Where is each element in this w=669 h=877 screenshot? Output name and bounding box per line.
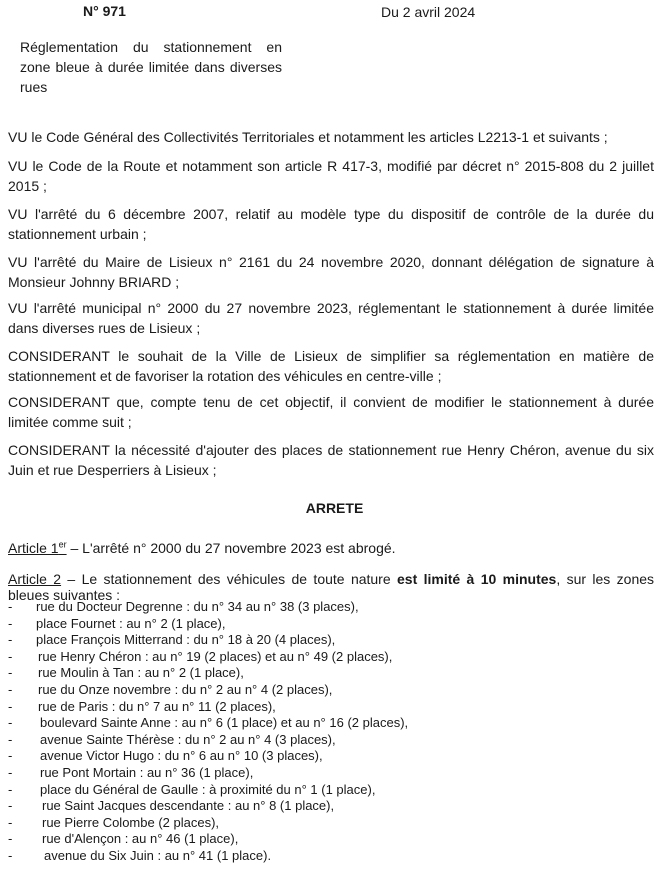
street-entry: rue du Onze novembre : du n° 2 au n° 4 (2 places), [38, 681, 333, 697]
article-1-label: Article 1er [8, 539, 67, 556]
list-item [8, 649, 408, 666]
street-entry: avenue Sainte Thérèse : du n° 2 au n° 4 (3 places), [40, 731, 336, 747]
list-dash: - [8, 599, 13, 614]
list-item [8, 599, 408, 616]
list-dash: - [8, 781, 13, 797]
list-item [8, 682, 408, 699]
street-entry: place François Mitterrand : du n° 18 à 20 (4 places), [36, 632, 336, 648]
list-item [8, 715, 408, 732]
list-item [8, 632, 408, 649]
street-entry: avenue Victor Hugo : du n° 6 au n° 10 (3 places), [40, 748, 323, 764]
considerant-paragraph: CONSIDERANT que, compte tenu de cet objectif, il convient de modifier le stationnement à durée limitée comme suit ; [8, 394, 654, 430]
considerant-paragraph: CONSIDERANT le souhait de la Ville de Lisieux de simplifier sa réglementation en matière de stationnement et de favoriser la rotation des véhicules en centre-ville ; [8, 348, 654, 384]
list-item [8, 765, 408, 782]
list-dash: - [8, 615, 13, 631]
street-entry: place du Général de Gaulle : à proximité du n° 1 (1 place), [40, 781, 376, 797]
duration-limit: est limité à 10 minutes [397, 571, 557, 587]
list-item [8, 798, 408, 815]
visa-paragraph: VU le Code Général des Collectivités Territoriales et notamment les articles L2213-1 et suivants ; [8, 129, 608, 145]
list-item [8, 732, 408, 749]
street-entry: rue Saint Jacques descendante : au n° 8 (1 place), [42, 798, 335, 814]
street-entry: rue Henry Chéron : au n° 19 (2 places) et au n° 49 (2 places), [38, 648, 393, 664]
decree-number: N° 971 [83, 3, 126, 19]
list-dash: - [8, 715, 13, 731]
list-dash: - [8, 748, 13, 764]
street-entry: rue d'Alençon : au n° 46 (1 place), [42, 831, 239, 847]
decree-subject: Réglementation du stationnement en zone bleue à durée limitée dans diverses rues [20, 39, 282, 95]
street-entry: avenue du Six Juin : au n° 41 (1 place). [44, 847, 272, 863]
list-item [8, 665, 408, 682]
street-entry: rue Pont Mortain : au n° 36 (1 place), [40, 764, 254, 780]
street-list [8, 599, 408, 865]
list-item [8, 782, 408, 799]
list-dash: - [8, 632, 13, 648]
street-entry: place Fournet : au n° 2 (1 place), [36, 615, 226, 631]
list-item [8, 815, 408, 832]
visa-paragraph: VU l'arrêté du Maire de Lisieux n° 2161 du 24 novembre 2020, donnant délégation de signature à Monsieur Johnny BRIARD ; [8, 254, 654, 290]
list-item [8, 699, 408, 716]
list-dash: - [8, 681, 13, 697]
decree-date: Du 2 avril 2024 [381, 4, 476, 20]
list-dash: - [8, 665, 13, 681]
considerant-paragraph: CONSIDERANT la nécessité d'ajouter des places de stationnement rue Henry Chéron, avenue du six Juin et rue Desperriers à Lisieux ; [8, 442, 654, 478]
article-1-text: – L'arrêté n° 2000 du 27 novembre 2023 est abrogé. [66, 540, 396, 556]
list-dash: - [8, 814, 13, 830]
article-2: Article 2 – Le stationnement des véhicules de toute nature est limité à 10 minutes, sur les zones bleues suivantes : [8, 571, 655, 603]
list-dash: - [8, 831, 13, 847]
visa-paragraph: VU le Code de la Route et notamment son article R 417-3, modifié par décret n° 2015-808 du 2 juillet 2015 ; [8, 158, 654, 194]
street-entry: rue du Docteur Degrenne : du n° 34 au n° 38 (3 places), [36, 599, 359, 614]
list-item [8, 616, 408, 633]
list-item [8, 831, 408, 848]
article-1 [8, 538, 654, 558]
list-dash: - [8, 731, 13, 747]
street-entry: rue Pierre Colombe (2 places), [42, 814, 220, 830]
list-dash: - [8, 648, 13, 664]
street-entry: rue Moulin à Tan : au n° 2 (1 place), [38, 665, 244, 681]
list-dash: - [8, 847, 13, 863]
arrete-heading: ARRETE [305, 500, 364, 516]
article-2-label: Article 2 [8, 571, 62, 587]
visa-paragraph: VU l'arrêté municipal n° 2000 du 27 novembre 2023, réglementant le stationnement à durée limitée dans diverses rues de Lisieux ; [8, 300, 654, 336]
list-item [8, 848, 408, 865]
list-dash: - [8, 698, 13, 714]
list-item [8, 748, 408, 765]
visa-paragraph: VU l'arrêté du 6 décembre 2007, relatif au modèle type du dispositif de contrôle de la durée du stationnement urbain ; [8, 206, 654, 242]
list-dash: - [8, 764, 13, 780]
street-entry: boulevard Sainte Anne : au n° 6 (1 place) et au n° 16 (2 places), [40, 715, 409, 731]
street-entry: rue de Paris : du n° 7 au n° 11 (2 places), [38, 698, 276, 714]
list-dash: - [8, 798, 13, 814]
